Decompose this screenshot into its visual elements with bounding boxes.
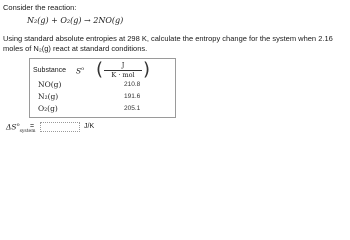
answer-unit: J/K: [84, 123, 95, 130]
header-units: ( J K · mol ): [96, 59, 150, 80]
substance-cell: NO(g): [38, 80, 62, 89]
equals-sign: =: [30, 123, 35, 130]
question-text: Using standard absolute entropies at 298 K, calculate the entropy change for the system when 2.16 moles of N₂(g) react at standard conditions.: [3, 34, 333, 53]
intro-text: Consider the reaction:: [3, 3, 77, 12]
header-entropy-symbol: $S^o$: [76, 66, 85, 76]
answer-row: [3, 122, 143, 134]
table-row: [30, 104, 175, 115]
delta-s-symbol: $\Delta S^o_{system}$: [6, 122, 36, 134]
units-denominator: K · mol: [111, 71, 135, 79]
substance-cell: O₂(g): [38, 104, 58, 113]
substance-cell: N₂(g): [38, 92, 59, 101]
entropy-table: [29, 58, 176, 118]
units-numerator: J: [121, 61, 125, 69]
header-substance: Substance: [33, 67, 67, 74]
entropy-value-cell: 191.6: [124, 93, 141, 100]
table-row: [30, 92, 175, 103]
entropy-answer-input[interactable]: [40, 122, 80, 132]
entropy-value-cell: 210.8: [124, 81, 141, 88]
table-row: [30, 80, 175, 91]
entropy-value-cell: 205.1: [124, 105, 141, 112]
reaction-equation: N₂(g) + O₂(g) → 2NO(g): [27, 16, 124, 25]
